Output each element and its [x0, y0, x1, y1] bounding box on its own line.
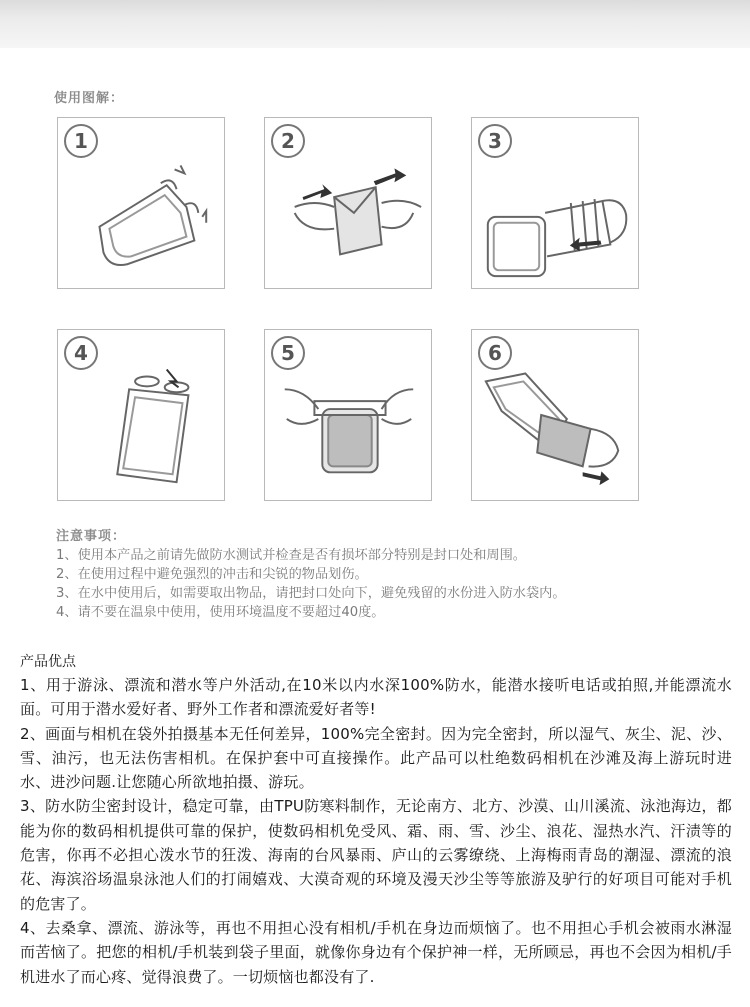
notes-title: 注意事项：: [56, 529, 127, 544]
note-item: 2、在使用过程中避免强烈的冲击和尖锐的物品划伤。: [56, 567, 368, 582]
advantage-item: 4、去桑拿、漂流、游泳等，再也不用担心没有相机/手机在身边而烦恼了。也不用担心手机会被雨水淋湿而苦恼了。把您的相机/手机装到袋子里面，就像你身边有个保护神一样，无所顾忌，再也不会因为相机/手机进水了而心疼、觉得浪费了。一切烦恼也都没有了.: [20, 918, 732, 986]
usage-title: 使用图解：: [54, 91, 125, 106]
advantage-item: 1、用于游泳、漂流和潜水等户外活动,在10米以内水深100%防水，能潜水接听电话或拍照,并能漂流水面。可用于潜水爱好者、野外工作者和漂流爱好者等!: [20, 676, 732, 719]
note-item: 4、请不要在温泉中使用，使用环境温度不要超过40度。: [56, 605, 385, 620]
step-panel-2: [264, 117, 432, 289]
advantage-item: 2、画面与相机在袋外拍摄基本无任何差异，100%完全密封。因为完全密封，所以湿气、灰尘、泥、沙、雪、油污，也无法伤害相机。在保护套中可直接操作。此产品可以杜绝数码相机在沙滩及海上游玩时进水、进沙问题.让您随心所欲地拍摄、游玩。: [20, 724, 732, 792]
advantages-title: 产品优点: [20, 654, 76, 670]
step-panel-5: [264, 329, 432, 501]
step-panel-1: [57, 117, 225, 289]
advantages-list: [20, 673, 732, 989]
step-number-2: 2: [271, 124, 305, 158]
step-panel-3: [471, 117, 639, 289]
notes-list: [56, 546, 566, 622]
advantage-item: 3、防水防尘密封设计，稳定可靠，由TPU防寒料制作，无论南方、北方、沙漠、山川溪流、泳池海边，都能为你的数码相机提供可靠的保护，使数码相机免受风、霜、雨、雪、沙尘、浪花、湿热水汽、汗渍等的危害，你再不必担心泼水节的狂泼、海南的台风暴雨、庐山的云雾缭绕、上海梅雨青岛的潮湿、漂流的浪花、海滨浴场温泉泳池人们的打闹嬉戏、大漠奇观的环境及漫天沙尘等等旅游及驴行的好项目可能对手机的危害了。: [20, 797, 732, 913]
step-number-3: 3: [478, 124, 512, 158]
step-panel-4: [57, 329, 225, 501]
step-number-1: 1: [64, 124, 98, 158]
step-number-4: 4: [64, 336, 98, 370]
step-panel-6: [471, 329, 639, 501]
note-item: 3、在水中使用后，如需要取出物品，请把封口处向下，避免残留的水份进入防水袋内。: [56, 586, 566, 601]
top-banner: [0, 0, 750, 48]
note-item: 1、使用本产品之前请先做防水测试并检查是否有损坏部分特别是封口处和周围。: [56, 548, 526, 563]
step-number-5: 5: [271, 336, 305, 370]
step-number-6: 6: [478, 336, 512, 370]
